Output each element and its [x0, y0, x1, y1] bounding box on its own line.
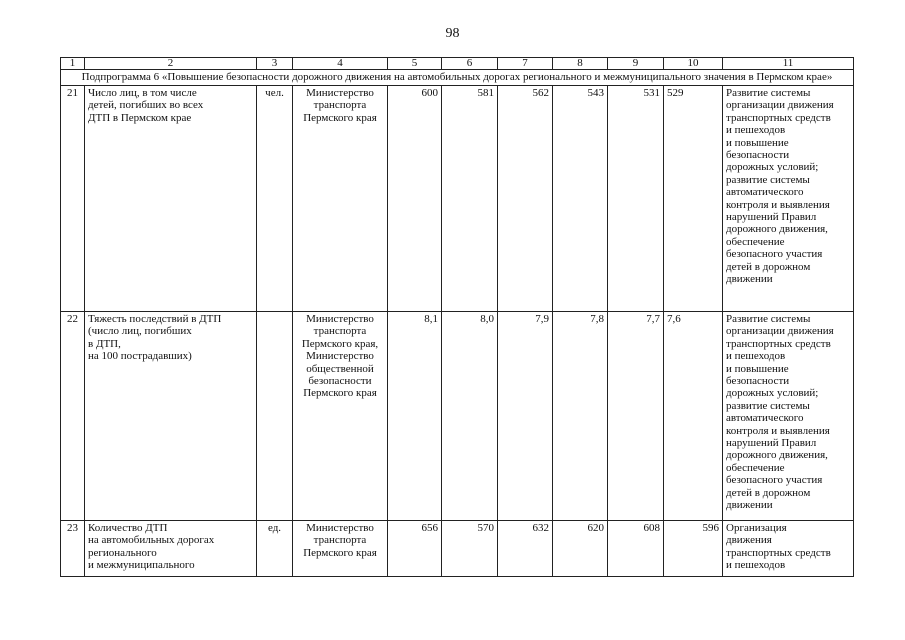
value-col5: 656 [388, 521, 442, 577]
subprogram-row [61, 70, 854, 86]
row-number: 21 [61, 86, 85, 312]
value-col10: 596 [664, 521, 723, 577]
row-number: 23 [61, 521, 85, 577]
responsible: Министерство транспорта Пермского края [293, 521, 388, 577]
header-cell: 3 [257, 58, 293, 70]
header-cell: 6 [442, 58, 498, 70]
header-cell: 9 [608, 58, 664, 70]
table-row [61, 86, 854, 312]
value-col9: 531 [608, 86, 664, 312]
value-col7: 562 [498, 86, 553, 312]
header-cell: 8 [553, 58, 608, 70]
header-cell: 10 [664, 58, 723, 70]
value-col6: 570 [442, 521, 498, 577]
value-col8: 7,8 [553, 312, 608, 521]
value-col9: 608 [608, 521, 664, 577]
measures: Организация движения транспортных средств и пешеходов [723, 521, 854, 577]
value-col9: 7,7 [608, 312, 664, 521]
row-number: 22 [61, 312, 85, 521]
unit: чел. [257, 86, 293, 312]
responsible: Министерство транспорта Пермского края, Министерство общественной безопасности Пермского края [293, 312, 388, 521]
subprogram-title: Подпрограмма 6 «Повышение безопасности дорожного движения на автомобильных дорогах регионального и межмуниципального значения в Пермском крае» [61, 70, 854, 86]
table-row [61, 521, 854, 577]
value-col5: 8,1 [388, 312, 442, 521]
unit [257, 312, 293, 521]
header-cell: 1 [61, 58, 85, 70]
responsible: Министерство транспорта Пермского края [293, 86, 388, 312]
table-row [61, 312, 854, 521]
value-col7: 632 [498, 521, 553, 577]
header-cell: 4 [293, 58, 388, 70]
value-col5: 600 [388, 86, 442, 312]
header-cell: 11 [723, 58, 854, 70]
measures: Развитие системы организации движения транспортных средств и пешеходов и повышение безопасности дорожных условий; развитие системы автоматического контроля и выявления нарушений Правил дорожного движения, обеспечение безопасного участия детей в дорожном движении [723, 312, 854, 521]
value-col8: 620 [553, 521, 608, 577]
indicator-name: Число лиц, в том числе детей, погибших во всех ДТП в Пермском крае [85, 86, 257, 312]
page-number: 98 [445, 26, 460, 41]
header-cell: 5 [388, 58, 442, 70]
value-col10: 7,6 [664, 312, 723, 521]
value-col8: 543 [553, 86, 608, 312]
value-col7: 7,9 [498, 312, 553, 521]
unit: ед. [257, 521, 293, 577]
value-col10: 529 [664, 86, 723, 312]
indicators-table [60, 57, 854, 577]
indicator-name: Количество ДТП на автомобильных дорогах регионального и межмуниципального [85, 521, 257, 577]
indicator-name: Тяжесть последствий в ДТП (число лиц, погибших в ДТП, на 100 пострадавших) [85, 312, 257, 521]
value-col6: 581 [442, 86, 498, 312]
header-cell: 7 [498, 58, 553, 70]
measures: Развитие системы организации движения транспортных средств и пешеходов и повышение безопасности дорожных условий; развитие системы автоматического контроля и выявления нарушений Правил дорожного движения, обеспечение безопасного участия детей в дорожном движении [723, 86, 854, 312]
value-col6: 8,0 [442, 312, 498, 521]
header-cell: 2 [85, 58, 257, 70]
column-number-row [61, 58, 854, 70]
